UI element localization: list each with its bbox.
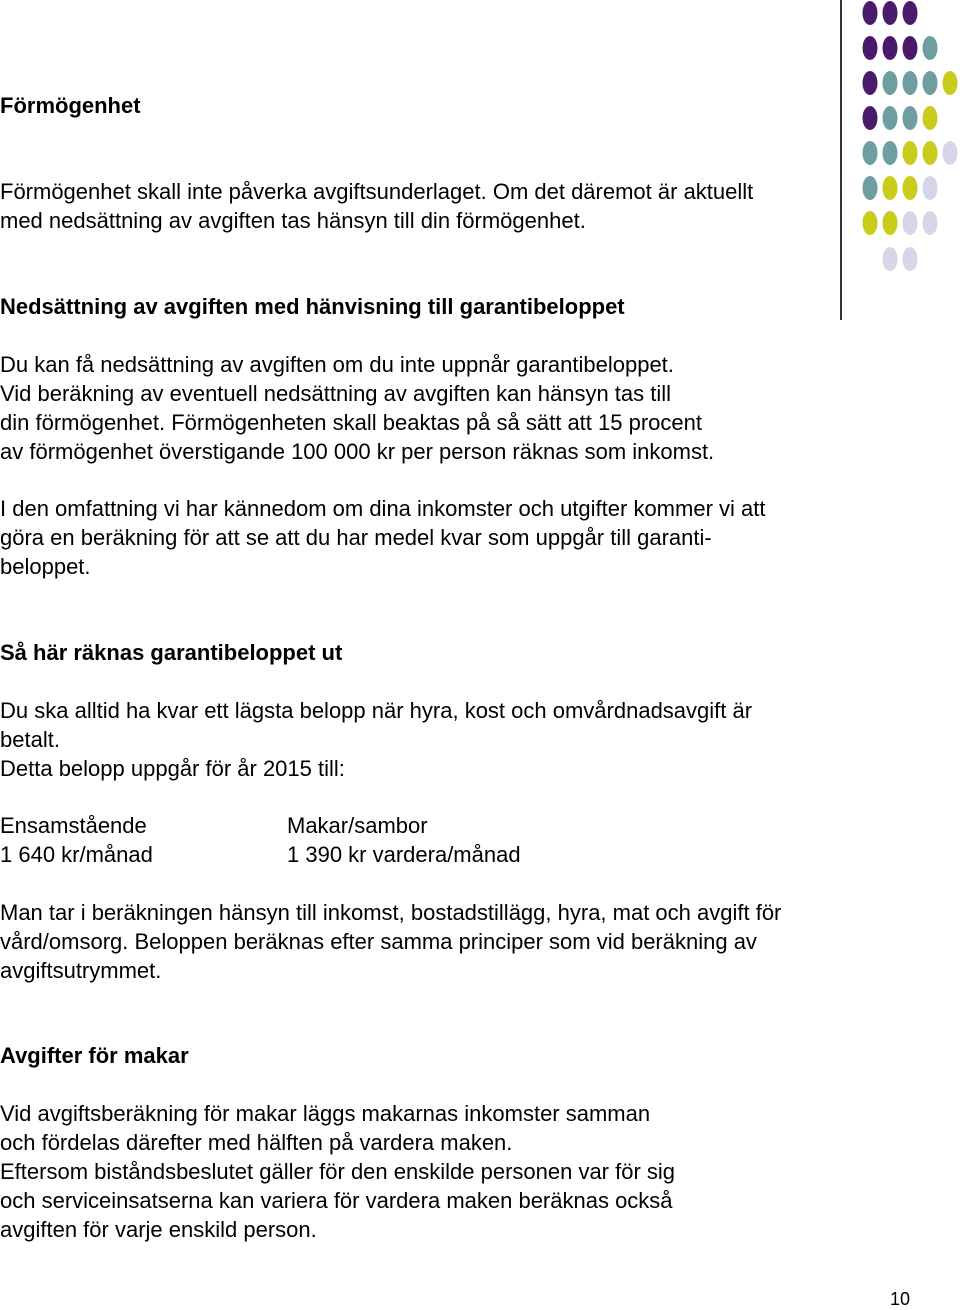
text-line: Du kan få nedsättning av avgiften om du inte uppnår garantibeloppet. bbox=[0, 352, 674, 377]
decorative-dot bbox=[903, 211, 918, 235]
decorative-dot bbox=[923, 106, 938, 130]
decorative-dot bbox=[923, 211, 938, 235]
text-line: Vid beräkning av eventuell nedsättning av avgiften kan hänsyn tas till bbox=[0, 381, 672, 406]
decorative-dot bbox=[883, 36, 898, 60]
text-line: Förmögenhet skall inte påverka avgiftsunderlaget. Om det däremot är aktuellt bbox=[0, 179, 754, 204]
table-value-ensamstaende: 1 640 kr/månad bbox=[0, 842, 153, 867]
text-line: avgiften för varje enskild person. bbox=[0, 1217, 317, 1242]
text-line: I den omfattning vi har kännedom om dina inkomster och utgifter kommer vi att bbox=[0, 496, 766, 521]
heading-garantibelopp: Så här räknas garantibeloppet ut bbox=[0, 640, 343, 665]
decorative-dot bbox=[883, 176, 898, 200]
decorative-dot-grid bbox=[850, 0, 960, 320]
text-line: Detta belopp uppgår för år 2015 till: bbox=[0, 756, 345, 781]
decorative-dot bbox=[863, 176, 878, 200]
decorative-dot bbox=[923, 176, 938, 200]
decorative-dot bbox=[903, 36, 918, 60]
text-line: Man tar i beräkningen hänsyn till inkomst, bostadstillägg, hyra, mat och avgift för bbox=[0, 900, 782, 925]
decorative-dot bbox=[903, 176, 918, 200]
decorative-dot bbox=[883, 141, 898, 165]
text-line: Eftersom biståndsbeslutet gäller för den enskilde personen var för sig bbox=[0, 1159, 676, 1184]
heading-nedsattning: Nedsättning av avgiften med hänvisning till garantibeloppet bbox=[0, 294, 625, 319]
decorative-dot bbox=[903, 71, 918, 95]
decorative-dot bbox=[903, 1, 918, 25]
text-line: och serviceinsatserna kan variera för vardera maken beräknas också bbox=[0, 1188, 673, 1213]
text-line: beloppet. bbox=[0, 554, 91, 579]
text-line: avgiftsutrymmet. bbox=[0, 958, 162, 983]
decorative-dot bbox=[863, 141, 878, 165]
decorative-dot bbox=[923, 141, 938, 165]
vertical-divider bbox=[840, 0, 842, 320]
decorative-dot bbox=[903, 141, 918, 165]
decorative-dot bbox=[883, 211, 898, 235]
decorative-dot bbox=[863, 71, 878, 95]
decorative-dot bbox=[943, 141, 958, 165]
text-line: och fördelas därefter med hälften på vardera maken. bbox=[0, 1130, 513, 1155]
decorative-dot bbox=[863, 36, 878, 60]
table-label-makar: Makar/sambor bbox=[287, 813, 428, 838]
decorative-dot bbox=[863, 211, 878, 235]
decorative-dot bbox=[883, 71, 898, 95]
text-line: vård/omsorg. Beloppen beräknas efter samma principer som vid beräkning av bbox=[0, 929, 757, 954]
table-label-ensamstaende: Ensamstående bbox=[0, 813, 147, 838]
text-line: med nedsättning av avgiften tas hänsyn till din förmögenhet. bbox=[0, 208, 586, 233]
text-line: göra en beräkning för att se att du har medel kvar som uppgår till garanti- bbox=[0, 525, 712, 550]
decorative-dot bbox=[863, 106, 878, 130]
decorative-dot bbox=[903, 247, 918, 271]
page-number: 10 bbox=[890, 1289, 911, 1309]
text-line: betalt. bbox=[0, 727, 60, 752]
decorative-dot bbox=[883, 1, 898, 25]
decorative-dot bbox=[923, 36, 938, 60]
heading-formogenhet: Förmögenhet bbox=[0, 93, 141, 118]
table-value-makar: 1 390 kr vardera/månad bbox=[287, 842, 521, 867]
decorative-dot bbox=[923, 71, 938, 95]
text-line: av förmögenhet överstigande 100 000 kr per person räknas som inkomst. bbox=[0, 439, 715, 464]
text-line: Du ska alltid ha kvar ett lägsta belopp när hyra, kost och omvårdnadsavgift är bbox=[0, 698, 753, 723]
decorative-dot bbox=[883, 247, 898, 271]
text-line: Vid avgiftsberäkning för makar läggs makarnas inkomster samman bbox=[0, 1101, 651, 1126]
decorative-dot bbox=[903, 106, 918, 130]
decorative-dot bbox=[943, 71, 958, 95]
decorative-dot bbox=[883, 106, 898, 130]
heading-makar: Avgifter för makar bbox=[0, 1043, 189, 1068]
text-line: din förmögenhet. Förmögenheten skall beaktas på så sätt att 15 procent bbox=[0, 410, 702, 435]
decorative-dot bbox=[863, 1, 878, 25]
